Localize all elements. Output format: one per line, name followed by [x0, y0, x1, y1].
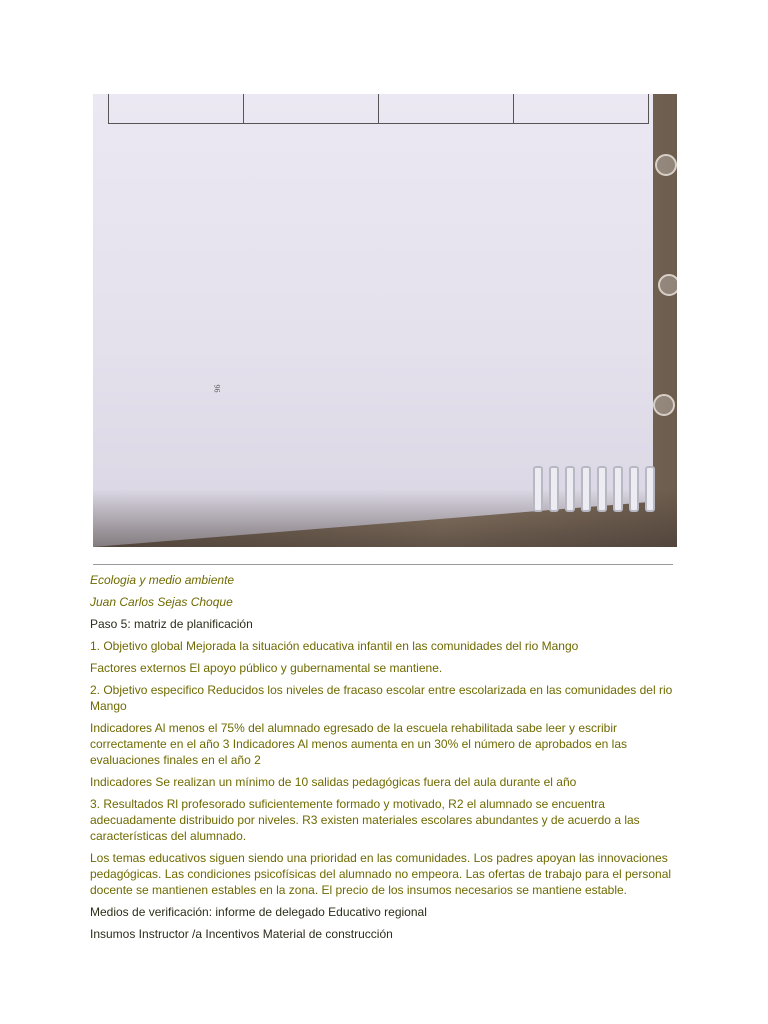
- background-ring: [655, 154, 677, 176]
- background-ring: [653, 394, 675, 416]
- text-paragraph: Indicadores Se realizan un mínimo de 10 salidas pedagógicas fuera del aula durante el año: [90, 775, 577, 789]
- text-paragraph: 2. Objetivo especifico Reducidos los niveles de fracaso escolar entre escolarizada en las comunidades del rio Mango: [90, 683, 673, 713]
- divider: [93, 564, 673, 565]
- text-paragraph: Indicadores Al menos el 75% del alumnado egresado de la escuela rehabilitada sabe leer y escribir correctamente en el año 3 Indicadores Al menos aumenta en un 30% el número de aprobados en las evaluaciones finales en el año 2: [90, 721, 628, 767]
- background-ring: [658, 274, 677, 296]
- matrix-table: [108, 94, 649, 124]
- spiral-ring: [549, 466, 559, 512]
- spiral-ring: [565, 466, 575, 512]
- spiral-ring: [613, 466, 623, 512]
- matrix-cell: [379, 94, 514, 124]
- book-title: Ecologia y medio ambiente: [90, 573, 235, 587]
- text-paragraph: Insumos Instructor /a Incentivos Material de construcción: [90, 927, 393, 941]
- text-paragraph: 3. Resultados Rl profesorado suficientemente formado y motivado, R2 el alumnado se encuentra adecuadamente distribuido por niveles. R3 existen materiales escolares abundantes y de acuerdo a las características del alumnado.: [90, 797, 640, 843]
- text-paragraph: 1. Objetivo global Mejorada la situación educativa infantil en las comunidades del rio Mango: [90, 639, 579, 653]
- text-paragraph: Medios de verificación: informe de delegado Educativo regional: [90, 905, 427, 919]
- page-number: 96: [212, 384, 222, 393]
- spiral-ring: [629, 466, 639, 512]
- text-paragraph: Factores externos El apoyo público y gubernamental se mantiene.: [90, 661, 443, 675]
- spiral-ring: [533, 466, 543, 512]
- text-paragraph: Paso 5: matriz de planificación: [90, 617, 253, 631]
- spiral-ring: [581, 466, 591, 512]
- text-paragraph: Los temas educativos siguen siendo una prioridad en las comunidades. Los padres apoyan las innovaciones pedagógicas. Las condiciones psicofísicas del alumnado no empeora. Las ofertas de trabajo para el personal docente se mantienen estables en la zona. El precio de los insumos necesarios se mantiene estable.: [90, 851, 672, 897]
- matrix-cell: [514, 94, 649, 124]
- spiral-ring: [645, 466, 655, 512]
- rotated-table: [109, 94, 649, 124]
- matrix-cell: [244, 94, 379, 124]
- author-name: Juan Carlos Sejas Choque: [90, 595, 233, 609]
- spiral-ring: [597, 466, 607, 512]
- matrix-cell: [109, 94, 244, 124]
- planning-matrix-photo: [109, 124, 649, 524]
- document-text: [90, 572, 690, 948]
- page-photo: [93, 94, 677, 547]
